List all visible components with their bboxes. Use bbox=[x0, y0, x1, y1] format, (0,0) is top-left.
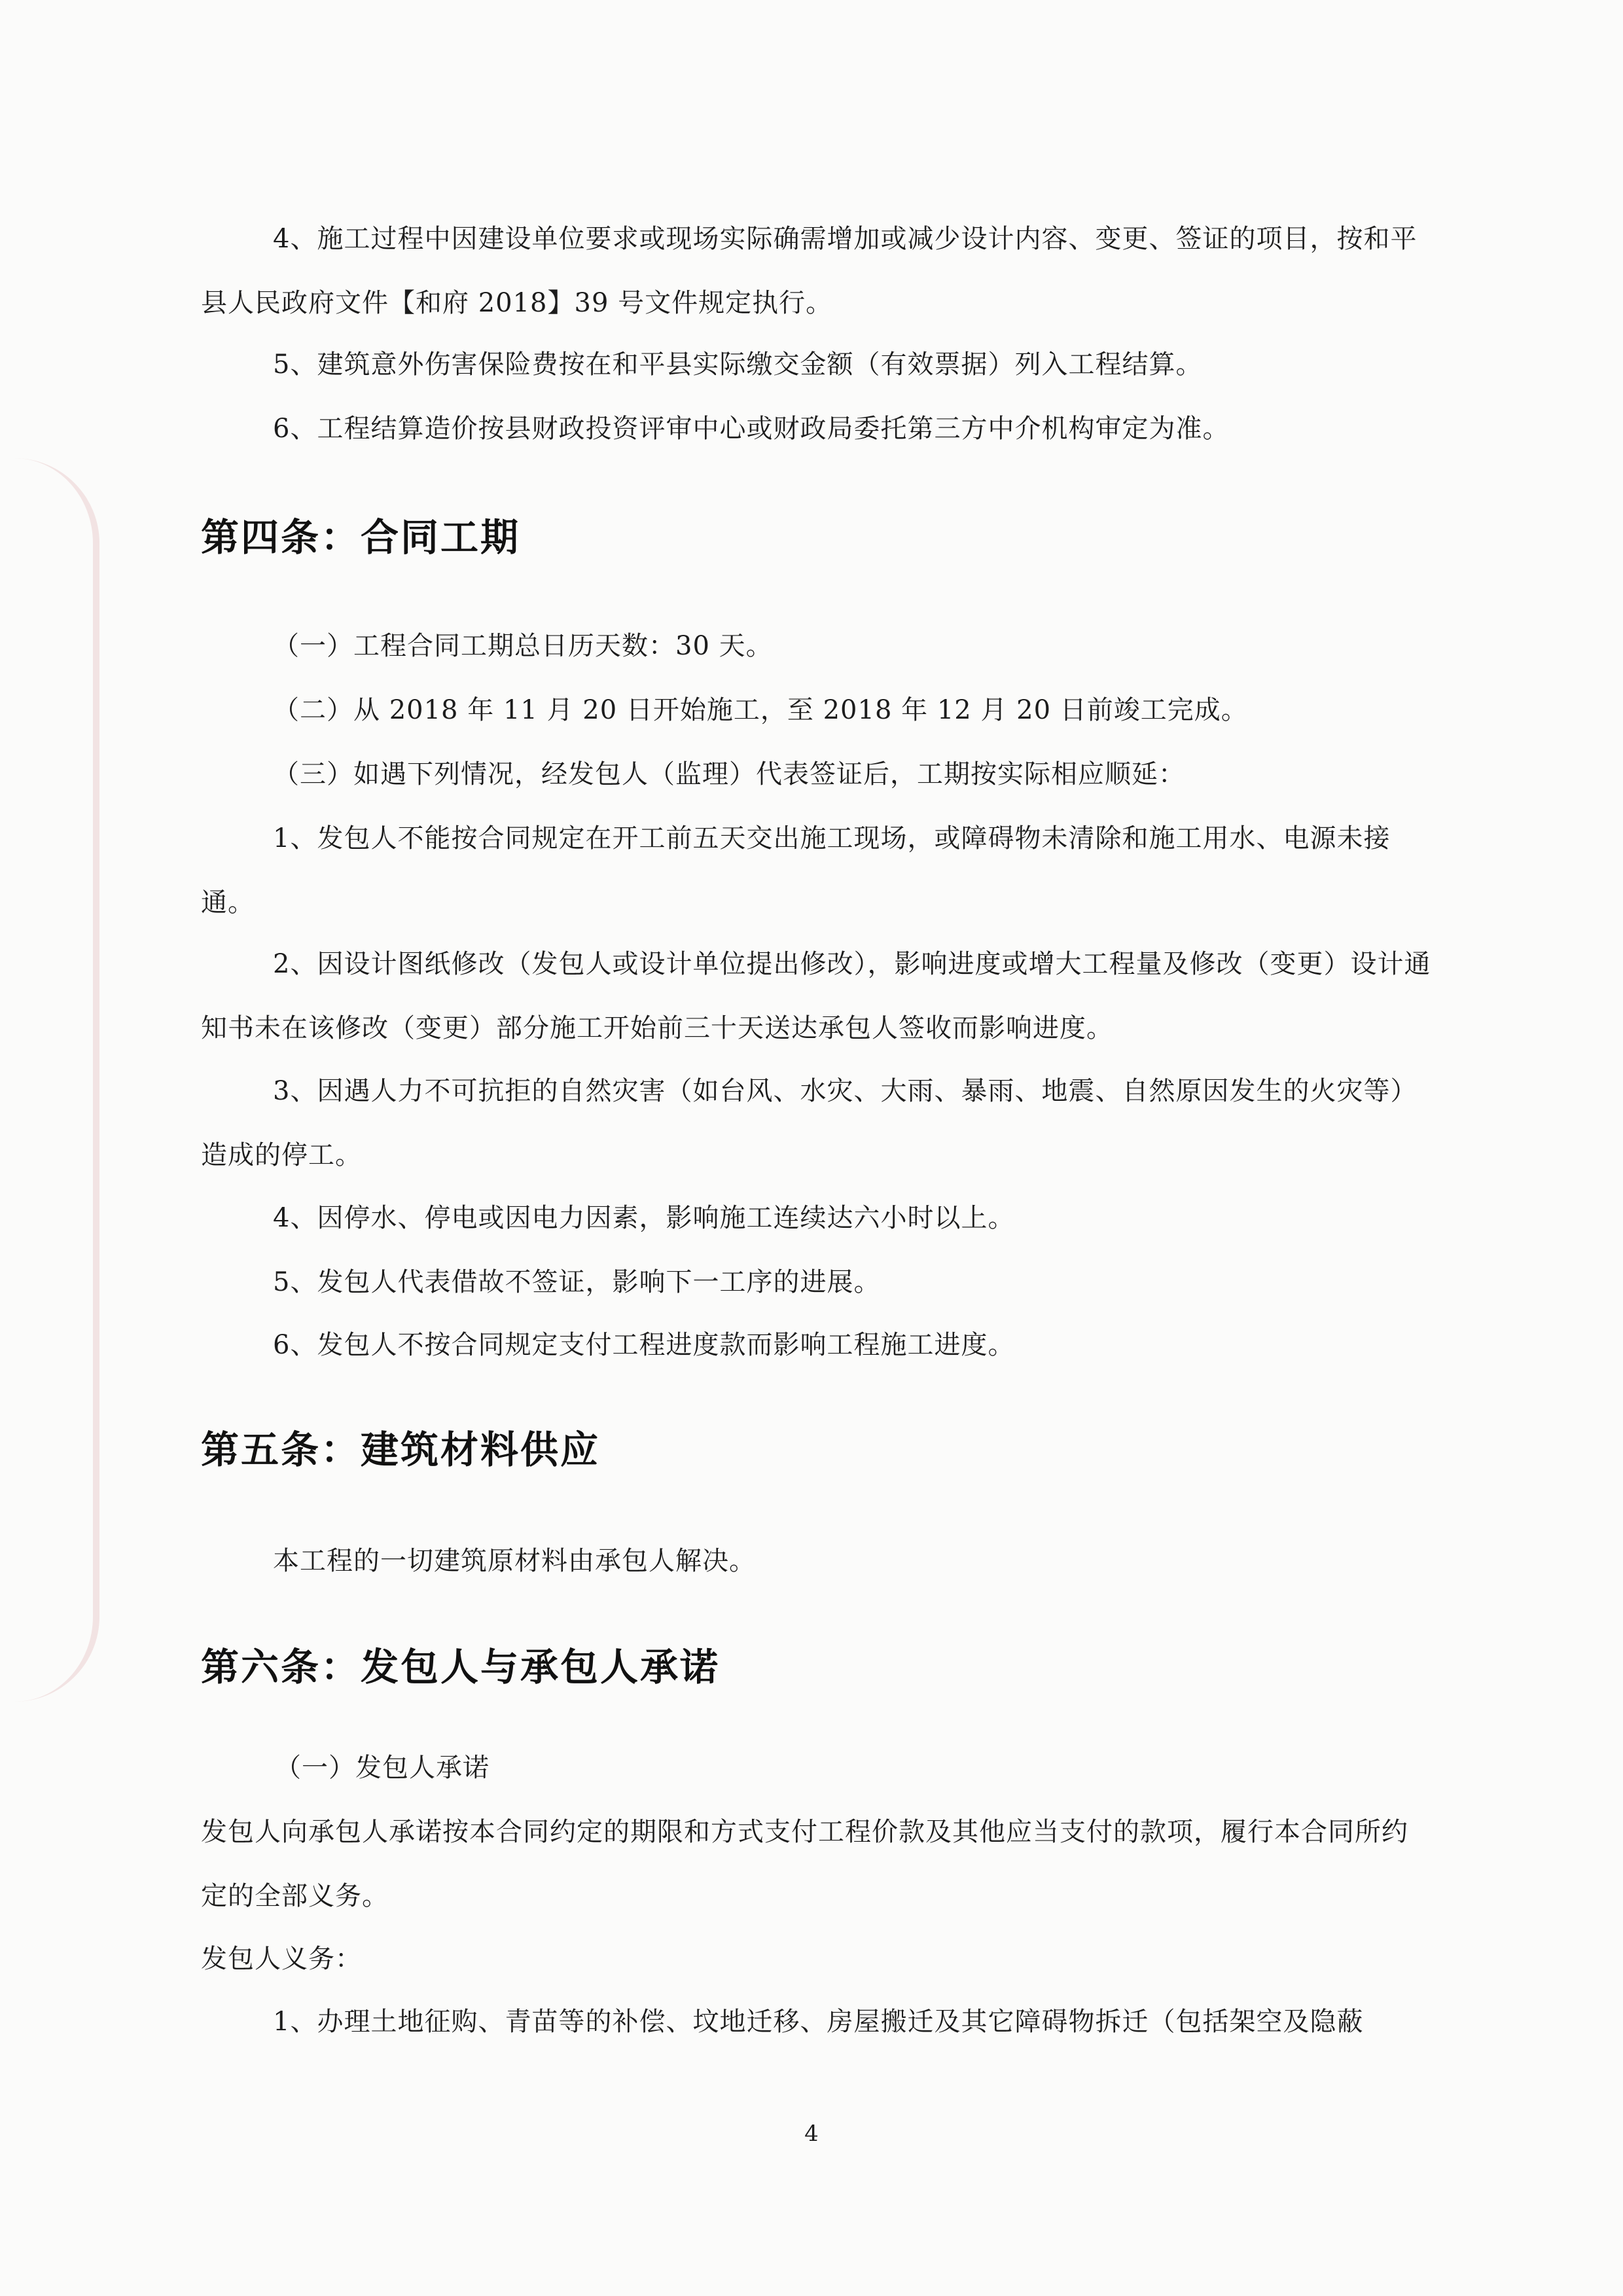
duty-item-1: 1、办理土地征购、青苗等的补偿、坟地迁移、房屋搬迁及其它障碍物拆迁（包括架空及隐蔽 bbox=[273, 2007, 1364, 2037]
delay-item-4: 4、因停水、停电或因电力因素，影响施工连续达六小时以上。 bbox=[273, 1203, 1015, 1233]
delay-item-3: 3、因遇人力不可抗拒的自然灾害（如台风、水灾、大雨、暴雨、地震、自然原因发生的火灾等）造成的停工。 bbox=[201, 1076, 1418, 1170]
period-extension-intro: （三）如遇下列情况，经发包人（监理）代表签证后，工期按实际相应顺延： bbox=[273, 759, 1185, 789]
delay-item-1: 1、发包人不能按合同规定在开工前五天交出施工现场，或障碍物未清除和施工用水、电源未接通。 bbox=[201, 823, 1391, 918]
delay-item-5: 5、发包人代表借故不签证，影响下一工序的进展。 bbox=[273, 1267, 881, 1297]
period-dates: （二）从 2018 年 11 月 20 日开始施工，至 2018 年 12 月 20 日前竣工完成。 bbox=[273, 695, 1248, 725]
delay-item-2: 2、因设计图纸修改（发包人或设计单位提出修改），影响进度或增大工程量及修改（变更）设计通知书未在该修改（变更）部分施工开始前三十天送达承包人签收而影响进度。 bbox=[201, 949, 1431, 1043]
section-heading-4: 第四条：合同工期 bbox=[201, 515, 521, 560]
paragraph-item-4: 4、施工过程中因建设单位要求或现场实际确需增加或减少设计内容、变更、签证的项目，按和平县人民政府文件【和府 2018】39 号文件规定执行。 bbox=[201, 224, 1418, 318]
promise-subheading: （一）发包人承诺 bbox=[275, 1753, 490, 1783]
promise-paragraph: 发包人向承包人承诺按本合同约定的期限和方式支付工程价款及其他应当支付的款项，履行本合同所约定的全部义务。 bbox=[201, 1817, 1408, 1911]
duties-label: 发包人义务： bbox=[201, 1944, 362, 1974]
materials-paragraph: 本工程的一切建筑原材料由承包人解决。 bbox=[273, 1546, 756, 1576]
period-total-days: （一）工程合同工期总日历天数：30 天。 bbox=[273, 631, 773, 661]
section-heading-6: 第六条：发包人与承包人承诺 bbox=[201, 1645, 721, 1689]
seal-edge-mark bbox=[14, 458, 99, 1702]
section-heading-5: 第五条：建筑材料供应 bbox=[201, 1427, 601, 1472]
paragraph-item-5: 5、建筑意外伤害保险费按在和平县实际缴交金额（有效票据）列入工程结算。 bbox=[273, 350, 1203, 380]
delay-item-6: 6、发包人不按合同规定支付工程进度款而影响工程施工进度。 bbox=[273, 1330, 1015, 1360]
page-number: 4 bbox=[804, 2121, 819, 2147]
paragraph-item-6: 6、工程结算造价按县财政投资评审中心或财政局委托第三方中介机构审定为准。 bbox=[273, 414, 1230, 444]
